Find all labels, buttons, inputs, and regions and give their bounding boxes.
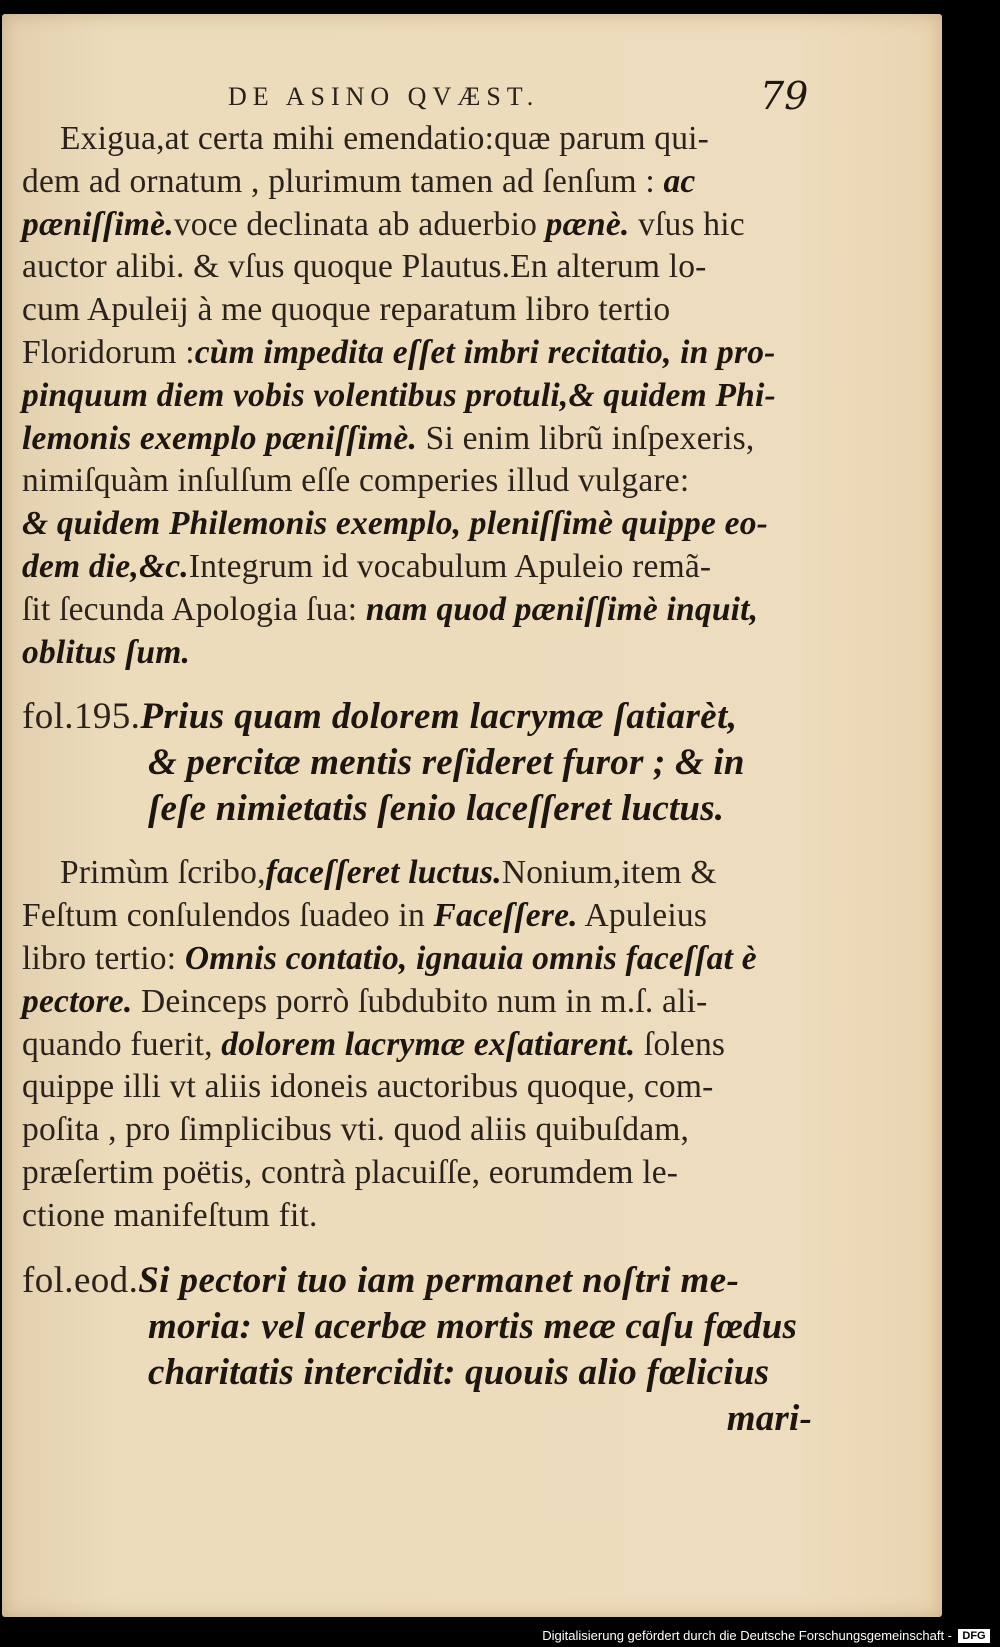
text-line xyxy=(22,546,822,589)
text-line xyxy=(22,981,822,1024)
roman-segment: ſit ſecunda Apologia ſua: xyxy=(22,590,366,628)
lemma-entry-1 xyxy=(22,694,822,832)
roman-segment: Primùm ſcribo, xyxy=(60,854,266,892)
italic-segment: nam quod pæniſſimè inquit, xyxy=(365,590,759,628)
roman-segment: nimiſquàm inſulſum eſſe comperies illud vulgare: xyxy=(22,462,690,500)
text-line xyxy=(22,375,822,418)
italic-segment: lemonis exemplo pæniſſimè. xyxy=(22,419,418,457)
italic-segment: dolorem lacrymæ exſatiarent. xyxy=(221,1025,636,1063)
text-line xyxy=(22,938,822,981)
text-line xyxy=(22,332,822,375)
lemma-text: Prius quam dolorem lacrymæ ſatiarèt, xyxy=(140,696,738,738)
paragraph-1 xyxy=(22,118,822,674)
text-line xyxy=(22,161,822,204)
italic-segment: pectore. xyxy=(22,982,133,1020)
italic-segment: pinquum diem vobis volentibus protuli,& quidem Phi- xyxy=(22,376,776,414)
roman-segment: præſertim poëtis, contrà placuiſſe, eorumdem le- xyxy=(22,1153,679,1191)
text-line xyxy=(22,460,822,503)
italic-segment: oblitus ſum. xyxy=(22,633,191,671)
lemma-entry-2 xyxy=(22,1258,822,1442)
dfg-logo: DFG xyxy=(958,1629,990,1643)
roman-segment: auctor alibi. & vſus quoque Plautus.En alterum lo- xyxy=(22,248,707,286)
italic-segment: faceſſeret luctus. xyxy=(265,854,502,892)
roman-segment: voce declinata ab aduerbio xyxy=(173,205,546,243)
entry-line xyxy=(22,694,822,740)
folio-reference: fol.eod. xyxy=(22,1259,139,1301)
italic-segment: pæniſſimè. xyxy=(22,205,174,243)
lemma-text: mari- xyxy=(726,1397,812,1439)
funding-credit: Digitalisierung gefördert durch die Deutsche Forschungsgemeinschaft - xyxy=(542,1628,952,1643)
roman-segment: Exigua,at certa mihi emendatio:quæ parum qui- xyxy=(60,120,710,157)
italic-segment: ac xyxy=(663,162,696,200)
entry-line xyxy=(22,1396,822,1442)
text-block xyxy=(22,118,822,1442)
text-line xyxy=(22,589,822,632)
roman-segment: vſus hic xyxy=(629,205,745,243)
text-line xyxy=(22,1024,822,1067)
text-line xyxy=(22,1152,822,1195)
roman-segment: Feſtum conſulendos ſuadeo in xyxy=(22,897,434,935)
roman-segment: libro tertio: xyxy=(22,939,185,977)
entry-line xyxy=(22,740,822,786)
text-line xyxy=(22,204,822,247)
roman-segment: quando fuerit, xyxy=(22,1025,222,1063)
lemma-text: moria: vel acerbæ mortis meæ caſu fœdus xyxy=(148,1305,798,1347)
roman-segment: Apuleius xyxy=(577,897,708,935)
italic-segment: cùm impedita eſſet imbri recitatio, in pro- xyxy=(194,333,776,371)
text-line xyxy=(22,289,822,332)
text-line xyxy=(22,246,822,289)
footer-bar xyxy=(0,1626,1000,1647)
italic-segment: pænè. xyxy=(545,205,630,243)
roman-segment: poſita , pro ſimplicibus vti. quod aliis quibuſdam, xyxy=(22,1111,690,1149)
text-line xyxy=(22,895,822,938)
paragraph-2 xyxy=(22,852,822,1237)
italic-segment: & quidem Philemonis exemplo, pleniſſimè quippe eo- xyxy=(22,505,769,543)
lemma-text: & percitæ mentis reſideret furor ; & in xyxy=(148,742,745,784)
italic-segment: dem die,&c. xyxy=(22,547,189,585)
italic-segment: Faceſſere. xyxy=(433,897,578,935)
roman-segment: Nonium,item & xyxy=(501,854,717,892)
lemma-text: Si pectori tuo iam permanet noſtri me- xyxy=(138,1259,740,1301)
text-line xyxy=(22,1109,822,1152)
entry-line xyxy=(22,1258,822,1304)
page-number: 79 xyxy=(760,74,809,118)
roman-segment: Si enim librũ inſpexeris, xyxy=(417,419,755,457)
roman-segment: quippe illi vt aliis idoneis auctoribus quoque, com- xyxy=(22,1068,714,1106)
italic-segment: Omnis contatio, ignauia omnis faceſſat è xyxy=(184,939,757,977)
lemma-text: ſeſe nimietatis ſenio laceſſeret luctus. xyxy=(148,788,725,830)
text-line xyxy=(22,418,822,461)
roman-segment: dem ad ornatum , plurimum tamen ad ſenſum : xyxy=(22,162,664,200)
roman-segment: ſolens xyxy=(635,1025,726,1063)
running-head-title: DE ASINO QVÆST. xyxy=(228,82,540,111)
roman-segment: Integrum id vocabulum Apuleio remã- xyxy=(188,547,712,585)
text-line xyxy=(22,852,822,895)
text-line xyxy=(22,632,822,675)
book-page xyxy=(2,14,942,1617)
text-line xyxy=(22,1066,822,1109)
roman-segment: cum Apuleij à me quoque reparatum libro tertio xyxy=(22,291,671,329)
folio-reference: fol.195. xyxy=(22,696,141,738)
entry-line xyxy=(22,1350,822,1396)
entry-line xyxy=(22,786,822,832)
roman-segment: Floridorum : xyxy=(22,333,195,371)
text-line xyxy=(22,1195,822,1238)
text-line xyxy=(22,118,822,161)
entry-line xyxy=(22,1304,822,1350)
roman-segment: ctione manifeſtum fit. xyxy=(22,1196,318,1234)
lemma-text: charitatis intercidit: quouis alio fœlicius xyxy=(148,1351,770,1393)
roman-segment: Deinceps porrò ſubdubito num in m.ſ. ali- xyxy=(132,982,708,1020)
text-line xyxy=(22,503,822,546)
